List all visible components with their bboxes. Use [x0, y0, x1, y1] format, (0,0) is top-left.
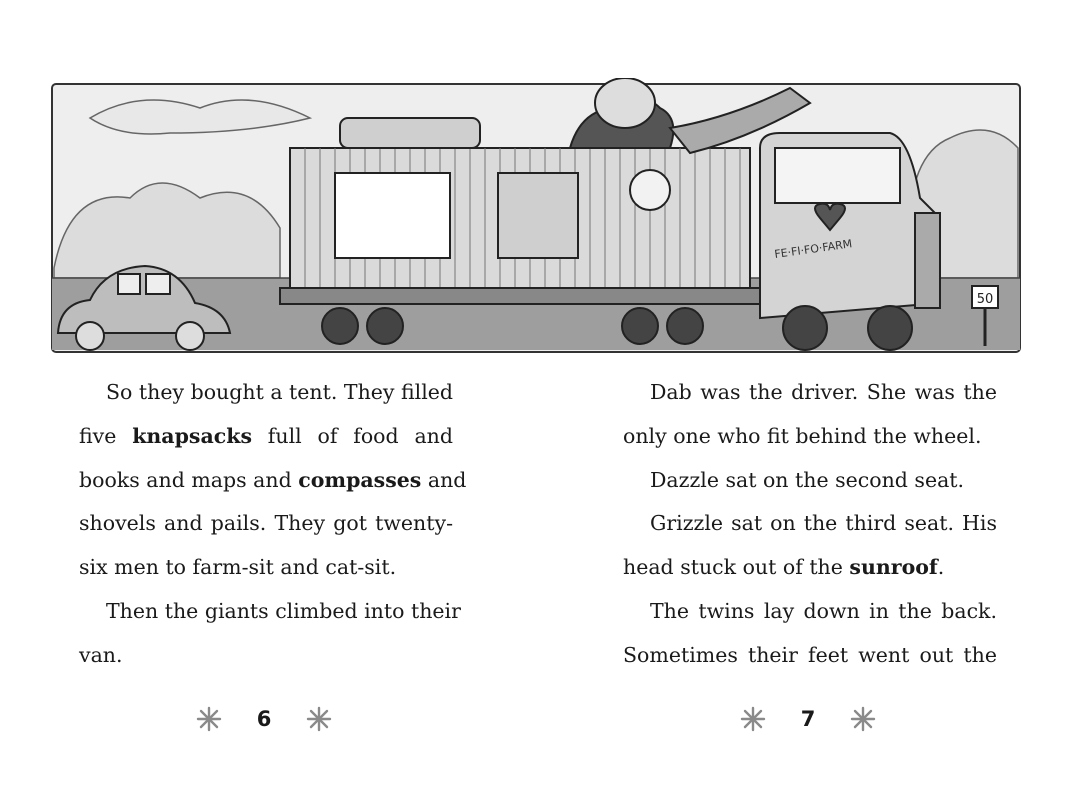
snowflake-ornament-icon	[850, 706, 876, 732]
text-segment: only one who fit behind the wheel.	[623, 423, 982, 448]
text-segment: Sometimes their feet went out the	[623, 642, 997, 667]
text-segment: head stuck out of the	[623, 555, 850, 580]
text-segment: van.	[79, 642, 123, 667]
vocabulary-word: knapsacks	[132, 423, 252, 448]
text-line	[79, 372, 453, 416]
text-line	[79, 416, 453, 460]
text-segment: Dab was the driver. She was the	[650, 380, 997, 404]
left-page-text	[79, 372, 467, 679]
text-segment: Dazzle sat on the second seat.	[650, 467, 965, 492]
text-segment: Then the giants climbed into their	[106, 598, 461, 623]
snowflake-ornament-icon	[740, 706, 766, 732]
text-line	[79, 503, 453, 547]
text-segment: books and maps and	[79, 467, 299, 492]
text-line	[623, 372, 997, 416]
text-line	[623, 635, 997, 679]
vocabulary-word: compasses	[298, 467, 422, 492]
snowflake-ornament-icon	[306, 706, 332, 732]
roof-luggage	[340, 118, 480, 148]
text-line	[623, 591, 997, 635]
right-page-text	[623, 372, 997, 679]
text-line	[79, 460, 467, 504]
vocabulary-word: sunroof	[849, 555, 938, 580]
text-line	[79, 547, 453, 591]
page-number: 6	[256, 707, 272, 731]
text-line	[623, 460, 997, 504]
text-line	[79, 635, 453, 679]
text-line	[79, 591, 461, 635]
truck-door-text: FE·FI·FO·FARM	[773, 237, 853, 261]
page-number: 7	[800, 707, 816, 731]
left-page-folio	[196, 706, 332, 732]
text-segment: shovels and pails. They got twenty-	[79, 511, 453, 536]
text-segment: five	[79, 423, 133, 448]
text-segment: six men to farm-sit and cat-sit.	[79, 555, 397, 580]
svg-text:50: 50	[976, 292, 994, 307]
illustration-giants-van	[50, 78, 1022, 356]
text-line	[623, 503, 997, 547]
text-segment: The twins lay down in the back.	[650, 598, 997, 623]
text-segment: .	[937, 555, 945, 580]
text-line	[623, 547, 997, 591]
right-page-folio	[740, 706, 876, 732]
text-segment: and	[421, 467, 467, 492]
text-segment: full of food and	[251, 423, 453, 448]
text-segment: So they bought a tent. They filled	[106, 380, 454, 404]
text-segment: Grizzle sat on the third seat. His	[650, 511, 997, 536]
snowflake-ornament-icon	[196, 706, 222, 732]
text-line	[623, 416, 997, 460]
